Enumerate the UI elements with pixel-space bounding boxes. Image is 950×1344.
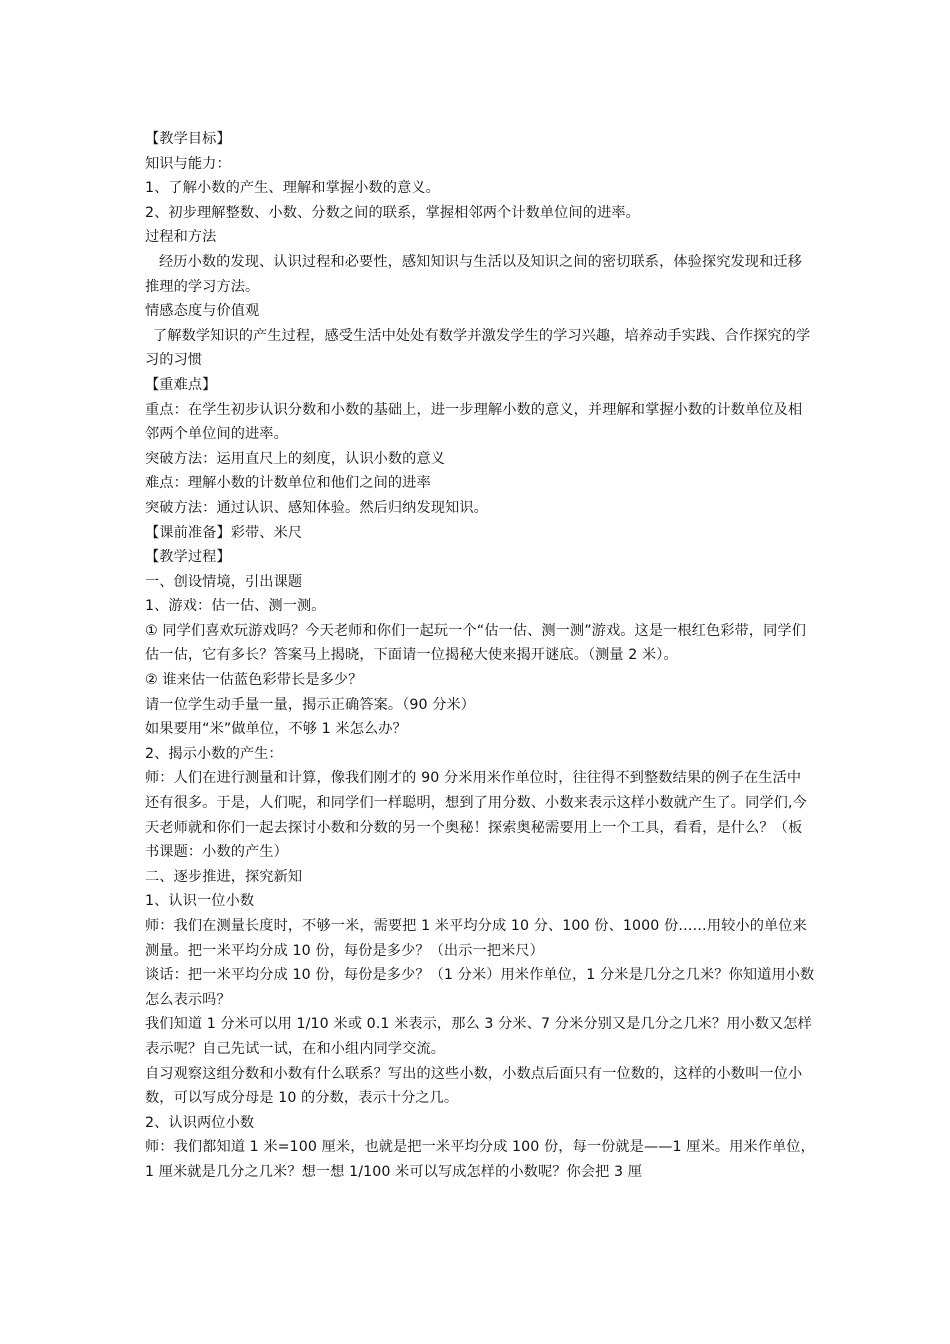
document-page: [145, 127, 815, 1185]
one-decimal-heading: 1、认识一位小数: [145, 893, 255, 910]
one-decimal-summary: 自习观察这组分数和小数有什么联系？写出的这些小数，小数点后面只有一位数的，这样的小数叫一位小数，可以写成分母是 10 的分数，表示十分之几。: [145, 1065, 803, 1107]
one-decimal-practice: 我们知道 1 分米可以用 1/10 米或 0.1 米表示，那么 3 分米、7 分米分别又是几分之几米？用小数又怎样表示呢？自己先试一试，在和小组内同学交流。: [145, 1016, 812, 1057]
one-decimal-talk: 谈话：把一米平均分成 10 份，每份是多少？（1 分米）用米作单位，1 分米是几分之几米？你知道用小数怎么表示吗？: [145, 967, 815, 1008]
difficulty-method: 突破方法：通过认识、感知体验。然后归纳发现知识。: [145, 499, 488, 516]
game-heading: 1、游戏：估一估、测一测。: [145, 598, 326, 615]
difficulty-text: 难点：理解小数的计数单位和他们之间的进率: [145, 475, 431, 492]
game-measure: 请一位学生动手量一量，揭示正确答案。（90 分米）: [145, 696, 476, 713]
game-step-1: ① 同学们喜欢玩游戏吗？今天老师和你们一起玩一个“估一估、测一测”游戏。这是一根红色彩带，同学们估一估，它有多长？答案马上揭晓，下面请一位揭秘大使来揭开谜底。（测量 2 米）。: [145, 622, 806, 664]
subheading-process-method: 过程和方法: [145, 229, 217, 246]
part-two-heading: 二、逐步推进，探究新知: [145, 868, 303, 885]
subheading-knowledge-ability: 知识与能力：: [145, 155, 231, 172]
key-point-method: 突破方法：运用直尺上的刻度，认识小数的意义: [145, 450, 446, 467]
process-method-text: 经历小数的发现、认识过程和必要性，感知知识与生活以及知识之间的密切联系，体验探究发现和迁移推理的学习方法。: [145, 253, 802, 295]
two-decimal-teacher: 师：我们都知道 1 米=100 厘米，也就是把一米平均分成 100 份，每一份就是——1 厘米。用米作单位，1 厘米就是几分之几米？想一想 1/100 米可以写成怎样的小数呢？你会把 3 厘: [145, 1139, 815, 1180]
reveal-heading: 2、揭示小数的产生：: [145, 745, 283, 762]
key-point-text: 重点：在学生初步认识分数和小数的基础上，进一步理解小数的意义，并理解和掌握小数的计数单位及相邻两个单位间的进率。: [145, 401, 803, 443]
game-question: 如果要用“米”做单位，不够 1 米怎么办？: [145, 721, 407, 738]
objective-item-1: 1、了解小数的产生、理解和掌握小数的意义。: [145, 180, 440, 197]
one-decimal-teacher: 师：我们在测量长度时，不够一米，需要把 1 米平均分成 10 分、100 份、1000 份……用较小的单位来测量。把一米平均分成 10 份，每份是多少？（出示一把米尺）: [145, 918, 807, 959]
two-decimal-heading: 2、认识两位小数: [145, 1114, 255, 1131]
section-heading-objectives: 【教学目标】: [145, 131, 231, 147]
part-one-heading: 一、创设情境，引出课题: [145, 573, 303, 590]
section-heading-key-points: 【重难点】: [145, 376, 217, 393]
subheading-emotion-values: 情感态度与价值观: [145, 303, 260, 320]
section-heading-preparation: 【课前准备】彩带、米尺: [145, 524, 303, 541]
game-step-2: ② 谁来估一估蓝色彩带长是多少？: [145, 672, 363, 689]
objective-item-2: 2、初步理解整数、小数、分数之间的联系，掌握相邻两个计数单位间的进率。: [145, 204, 640, 221]
reveal-text: 师：人们在进行测量和计算，像我们刚才的 90 分米用米作单位时，往往得不到整数结果的例子在生活中还有很多。于是，人们呢，和同学们一样聪明，想到了用分数、小数来表示这样小数就产生了。同学们,今天老师就和你们一起去探讨小数和分数的另一个奥秘！探索奥秘需要用上一个工具，看看，是什么？（板书课题：小数的产生）: [145, 770, 807, 861]
section-heading-process: 【教学过程】: [145, 549, 231, 566]
emotion-values-text: 了解数学知识的产生过程，感受生活中处处有数学并激发学生的学习兴趣，培养动手实践、合作探究的学习的习惯: [145, 327, 811, 369]
